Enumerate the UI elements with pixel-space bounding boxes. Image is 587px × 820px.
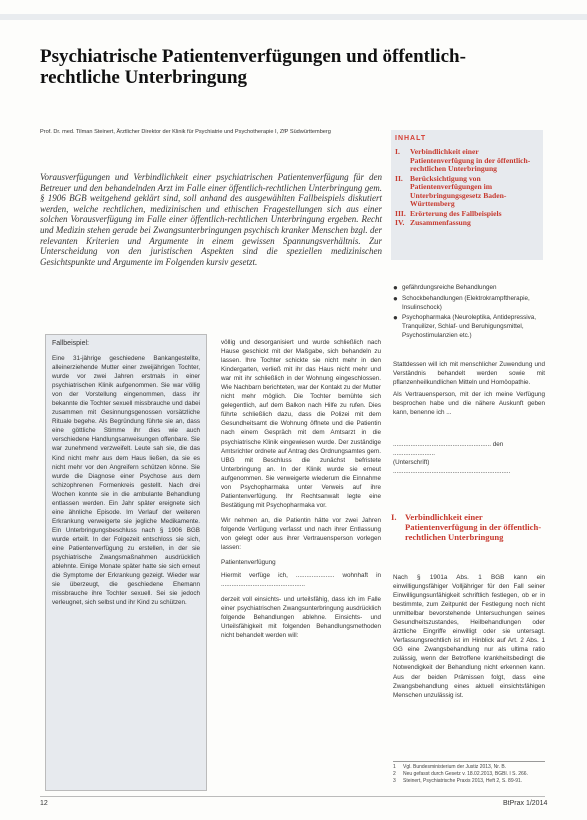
case-example-text: Eine 31-jährige geschiedene Bankangestellte, alleinerziehende Mutter einer zweijährigen Tochter, wurde vor zwei Jahren erstmals in einer psychiatrischen Klinik aufgenommen. Sie war völlig von der Vorstellung eingenommen, dass ihr bekannte die Tochter sexuell missbrauche und dabei zusammen mit Gesinnungsgenossen vorsätzliche Rituale begehe. Als Begründung führte sie an, dass eine göttliche Stimme ihr dies wie auch verschiedene Handlungsanweisungen offenbare. Sie war zunehmend verzweifelt. Leute sah sie, die das Kind nicht mehr aus dem Haus ließen, da sie es nicht mehr vor den Angreifern schützen könne. Sie wurde die Diagnose einer Psychose aus dem schizophrenen Formenkreis gestellt. Nach drei Wochen konnte sie in die ambulante Behandlung entlassen werden. Ein Jahr später ereignete sich eine ähnliche Episode. Im Verlauf der weiteren Erkrankung verweigerte sie jegliche Medikamente. Ein Unterbringungsbeschluss nach § 1906 BGB wurde erteilt. In der Folgezeit entschloss sie sich, eine Patientenverfügung zu erstellen, in der sie psychiatrische Zwangsmaßnahmen ausdrücklich ablehnte. Einige Monate später hatte sie sich erneut die Symptome der Erkrankung gezeigt. Wieder war sie überzeugt, die geschiedene Ehemann missbrauche ihre Tochter sexuell. Sei sie jedoch verleugnet, sich selbst und ihr Kind zu schützen. bbox=[52, 355, 200, 607]
list-item: ● Schockbehandlungen (Elektrokrampftherapie, Insulinschock) bbox=[393, 293, 530, 311]
paragraph: völlig und desorganisiert und wurde schließlich nach Hause geschickt mit der Maßgabe, sich behandeln zu lassen. Ihre Tochter schickte sie nicht mehr in den Kindergarten, verließ mit ihr das Haus nicht mehr und war mit ihr schließlich in der Wohnung eingeschlossen. Wie Nachbarn berichteten, war der Kontakt zu der Mutter nicht mehr möglich. Die Tochter bemühte sich gelegentlich, auf dem Balkon nach Hilfe zu rufen. Dies führte schließlich dazu, dass die Polizei mit dem Gesundheitsamt die Wohnung öffnete und die Patientin nach einem Gespräch mit dem Amtsarzt in die psychiatrische Klinik eingewiesen wurde. Der zuständige Amtsrichter ordnete auf Antrag des Ordnungsamtes gem. UBG mit Beschluss die zunächst befristete Unterbringung an. In der Klinik wurde sie erneut aufgenommen. Sie verweigerte wiederum die Einnahme von Psychopharmaka unter Verweis auf ihre Patientenverfügung. Ihr Rechtsanwalt legte eine Bestätigung mit Psychopharmaka vor. bbox=[221, 339, 381, 509]
footnotes bbox=[393, 761, 545, 785]
case-example-heading: Fallbeispiel: bbox=[52, 340, 89, 347]
toc-item[interactable]: I. Verbindlichkeit einer Patientenverfügung in der öffentlich-rechtlichen Unterbringung bbox=[395, 147, 531, 173]
signature-line: (Unterschrift) ................................................................... bbox=[393, 459, 511, 475]
paragraph: Als Vertrauensperson, mit der ich meine Verfügung besprochen habe und die nähere Auskunft geben kann, benenne ich ... bbox=[393, 391, 545, 416]
paragraph: Wir nehmen an, die Patientin hätte vor zwei Jahren folgende Verfügung verfasst und nach ihrer Entlassung von gelegt oder aus ihrer Vertrauensperson vorlegen lassen: bbox=[221, 516, 381, 552]
paragraph: derzeit voll einsichts- und urteilsfähig, dass ich im Falle einer psychiatrischen Zwangsunterbringung ausdrücklich folgende Behandlungen ablehne. Einsichts- und Urteilsfähigkeit mit folgenden Behandlungsmethoden nicht behandelt werden will: bbox=[221, 596, 381, 640]
header-rule bbox=[0, 14, 587, 20]
toc-item[interactable]: III. Erörterung des Fallbeispiels bbox=[395, 208, 502, 218]
toc-item[interactable]: IV. Zusammenfassung bbox=[395, 218, 471, 227]
article-title: Psychiatrische Patientenverfügungen und öffentlich-rechtliche Unterbringung bbox=[40, 46, 466, 88]
date-line: ........................................................ den ........................ bbox=[393, 441, 504, 457]
journal-issue: BtPrax 1/2014 bbox=[503, 800, 548, 807]
signature-lines bbox=[393, 440, 545, 476]
middle-column bbox=[221, 338, 381, 640]
treatment-bullet-list bbox=[393, 284, 545, 343]
footer-rule bbox=[40, 796, 545, 797]
article-abstract: Vorausverfügungen und Verbindlichkeit einer psychiatrischen Patientenverfügung für den Betreuer und den behandelnden Arzt im Falle einer öffentlich-rechtlichen Unterbringung gem. § 1906 BGB weitgehend geklärt sind, soll anhand des ausgewählten Fallbeispiels diskutiert werden, welche rechtlichen, medizinischen und ethischen Fragestellungen sich aus einer solchen Vorausverfügung im Falle einer öffentlich-rechtlichen Unterbringung ergeben. Recht und Medizin stehen gerade bei Zwangsunterbringungen psychisch kranker Menschen bzgl. der relevanten Kriterien und Argumente in einem gewissen Spannungsverhältnis. Zur Unterscheidung von den juristischen Aspekten sind die speziellen medizinischen Gesichtspunkte und Argumente im Folgenden kursiv gesetzt. bbox=[40, 172, 382, 267]
toc-list bbox=[395, 148, 541, 229]
bullet-icon: ● bbox=[393, 293, 398, 303]
patientenverfuegung-line: Hiermit verfüge ich, ...................... wohnhaft in ................................................ bbox=[221, 572, 381, 589]
bullet-icon: ● bbox=[393, 313, 398, 323]
verfuegung-text bbox=[393, 361, 545, 418]
author-line: Prof. Dr. med. Tilman Steinert, Ärztlicher Direktor der Klinik für Psychiatrie und Psychotherapie I, ZfP Südwürttemberg bbox=[40, 129, 331, 135]
section-text: Nach § 1901a Abs. 1 BGB kann ein einwilligungsfähiger Volljähriger für den Fall seiner Einwilligungsunfähigkeit schriftlich festlegen, ob er in bestimmte, zum Zeitpunkt der Festlegung noch nicht unmittelbar bevorstehende Untersuchungen seines Gesundheitszustandes, Heilbehandlungen oder ärztliche Eingriffe einwilligt oder sie untersagt. Verfassungsrechtlich ist im Hinblick auf Art. 2 Abs. 1 GG eine Zwangsbehandlung nur als ultima ratio zulässig, wenn der Betroffene krankheitsbedingt die Notwendigkeit der Behandlung nicht erkennen kann. Aus der beiden Prämissen folgt, dass eine Zwangsbehandlung eines aktuell einsichtsfähigen Menschen unzulässig ist. bbox=[393, 574, 545, 699]
paragraph: Stattdessen will ich mit menschlicher Zuwendung und Verständnis behandelt werden sowie mit pflanzenheilkundlichen Mitteln und Homöopathie. bbox=[393, 361, 545, 386]
patientenverfuegung-heading: Patientenverfügung bbox=[221, 559, 276, 567]
list-item: ● gefährdungsreiche Behandlungen bbox=[393, 283, 497, 292]
toc-heading: INHALT bbox=[395, 135, 427, 142]
list-item: ● Psychopharmaka (Neuroleptika, Antidepressiva, Tranquilizer, Schlaf- und Beruhigungsmittel, Psychostimulanzien etc.) bbox=[393, 313, 537, 339]
bullet-icon: ● bbox=[393, 283, 398, 292]
footnote: 3 Steinert, Psychiatrische Praxis 2013, Heft 2, S. 89-91. bbox=[393, 778, 523, 784]
footnote: 2 Neu gefasst durch Gesetz v. 18.02.2013, BGBl. I S. 266. bbox=[393, 771, 528, 777]
footnote: 1 Vgl. Bundesministerium der Justiz 2013, Nr. B. bbox=[393, 764, 507, 770]
toc-item[interactable]: II. Berücksichtigung von Patientenverfügungen im Unterbringungsgesetz Baden-Württemberg bbox=[395, 173, 507, 208]
section-heading: I. Verbindlichkeit einer Patientenverfügung in der öffentlich-rechtlichen Unterbringung bbox=[391, 512, 542, 542]
page-number: 12 bbox=[40, 800, 48, 807]
